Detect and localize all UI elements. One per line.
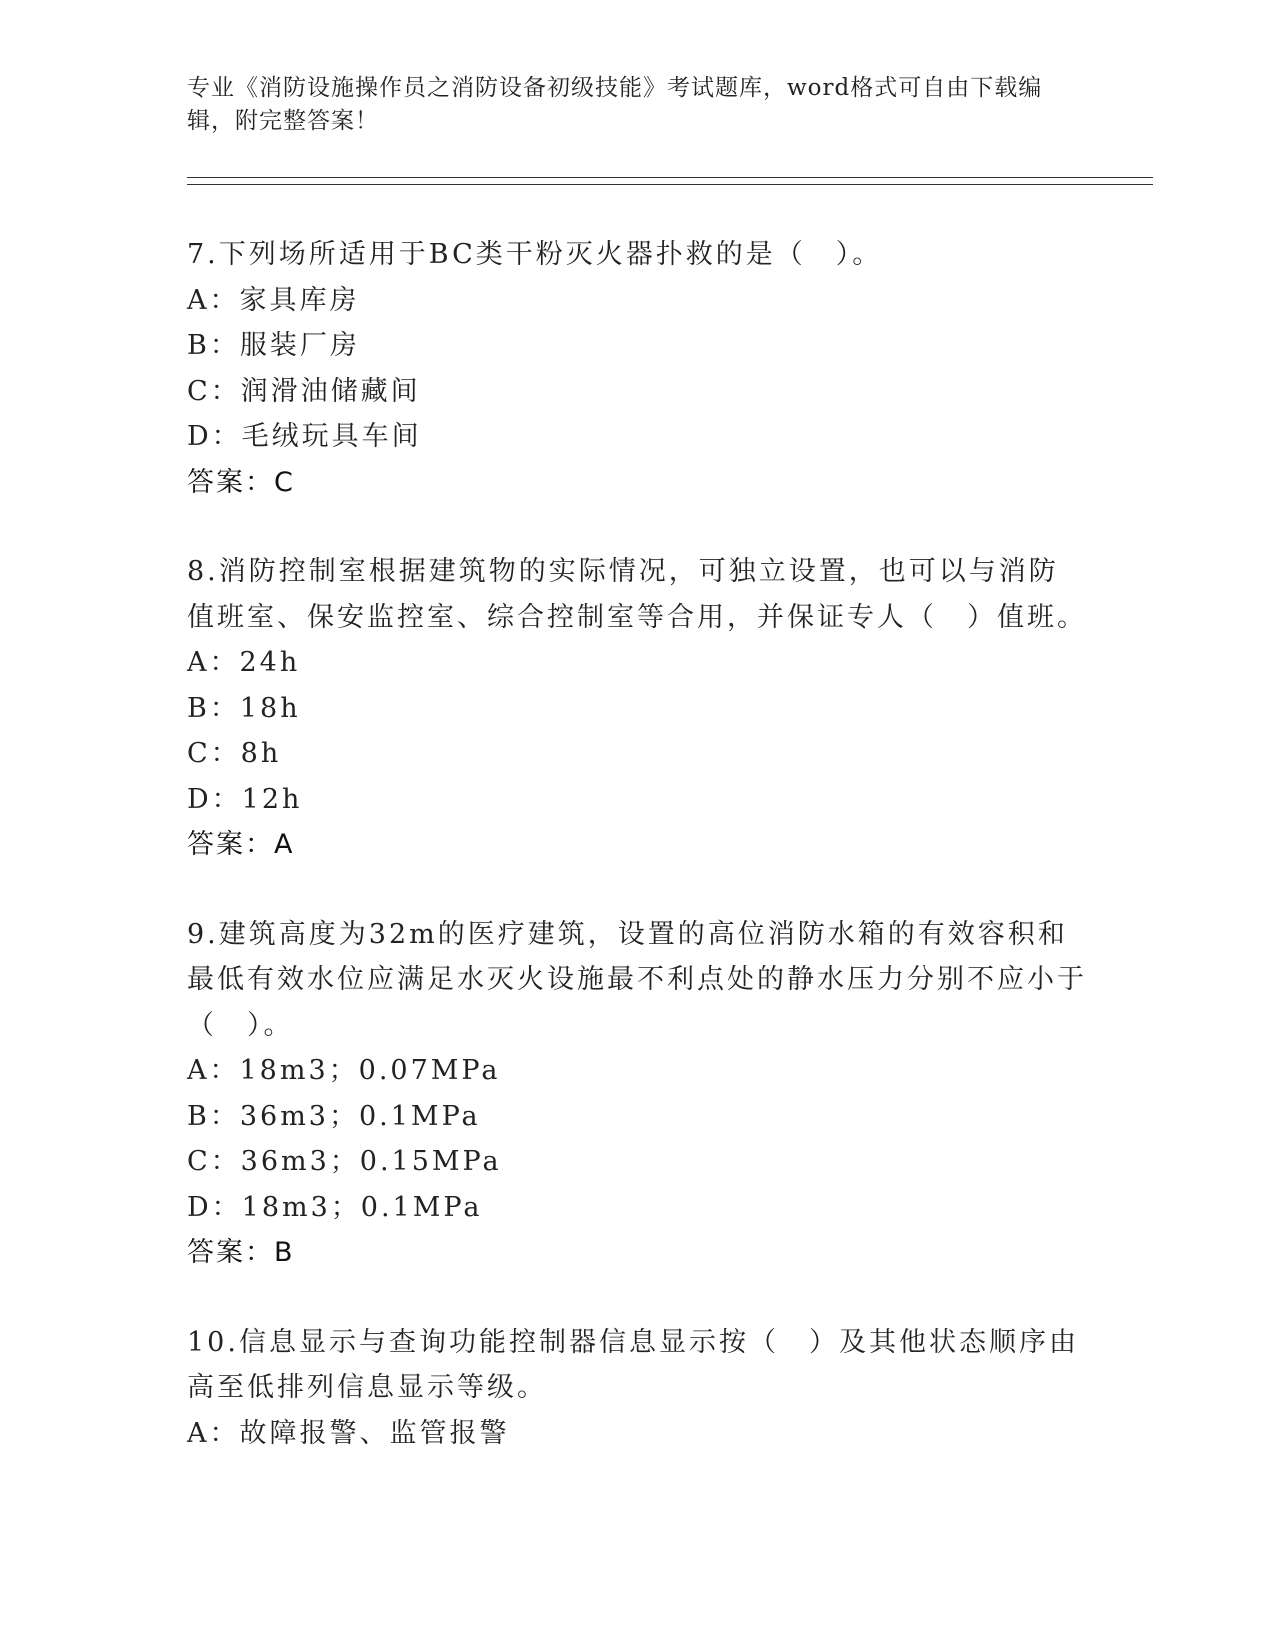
option-a: A：故障报警、监管报警 — [187, 1417, 510, 1449]
option-d: D：毛绒玩具车间 — [187, 421, 422, 452]
question-list — [187, 232, 1087, 1500]
question-text: 10.信息显示与查询功能控制器信息显示按（ ）及其他状态顺序由高至低排列信息显示等级。 — [187, 1326, 1079, 1403]
document-intro: 专业《消防设施操作员之消防设备初级技能》考试题库，word格式可自由下载编辑，附完整答案！ — [187, 75, 1043, 134]
question-text: 7.下列场所适用于BC类干粉灭火器扑救的是（ ）。 — [187, 239, 883, 270]
option-a: A：24h — [187, 647, 301, 678]
question-text: 9.建筑高度为32m的医疗建筑，设置的高位消防水箱的有效容积和最低有效水位应满足水灭火设施最不利点处的静水压力分别不应小于（ ）。 — [187, 918, 1087, 1041]
question-8 — [187, 549, 1087, 868]
answer-line: 答案：B — [187, 1237, 295, 1268]
option-b: B：服装厂房 — [187, 330, 360, 361]
answer-line: 答案：C — [187, 466, 295, 498]
option-c: C：8h — [187, 738, 282, 769]
question-text: 8.消防控制室根据建筑物的实际情况，可独立设置，也可以与消防值班室、保安监控室、综合控制室等合用，并保证专人（ ）值班。 — [187, 556, 1087, 633]
option-d: D：18m3；0.1MPa — [187, 1191, 483, 1223]
option-c: C：润滑油储藏间 — [187, 375, 421, 407]
option-d: D：12h — [187, 783, 303, 815]
option-a: A：家具库房 — [187, 284, 360, 316]
header-divider — [187, 177, 1153, 185]
option-b: B：36m3；0.1MPa — [187, 1100, 481, 1132]
option-b: B：18h — [187, 692, 301, 724]
option-c: C：36m3；0.15MPa — [187, 1146, 502, 1177]
answer-line: 答案：A — [187, 829, 295, 860]
option-a: A：18m3；0.07MPa — [187, 1055, 501, 1086]
question-7 — [187, 232, 1087, 505]
question-9 — [187, 912, 1087, 1276]
question-10 — [187, 1320, 1087, 1457]
